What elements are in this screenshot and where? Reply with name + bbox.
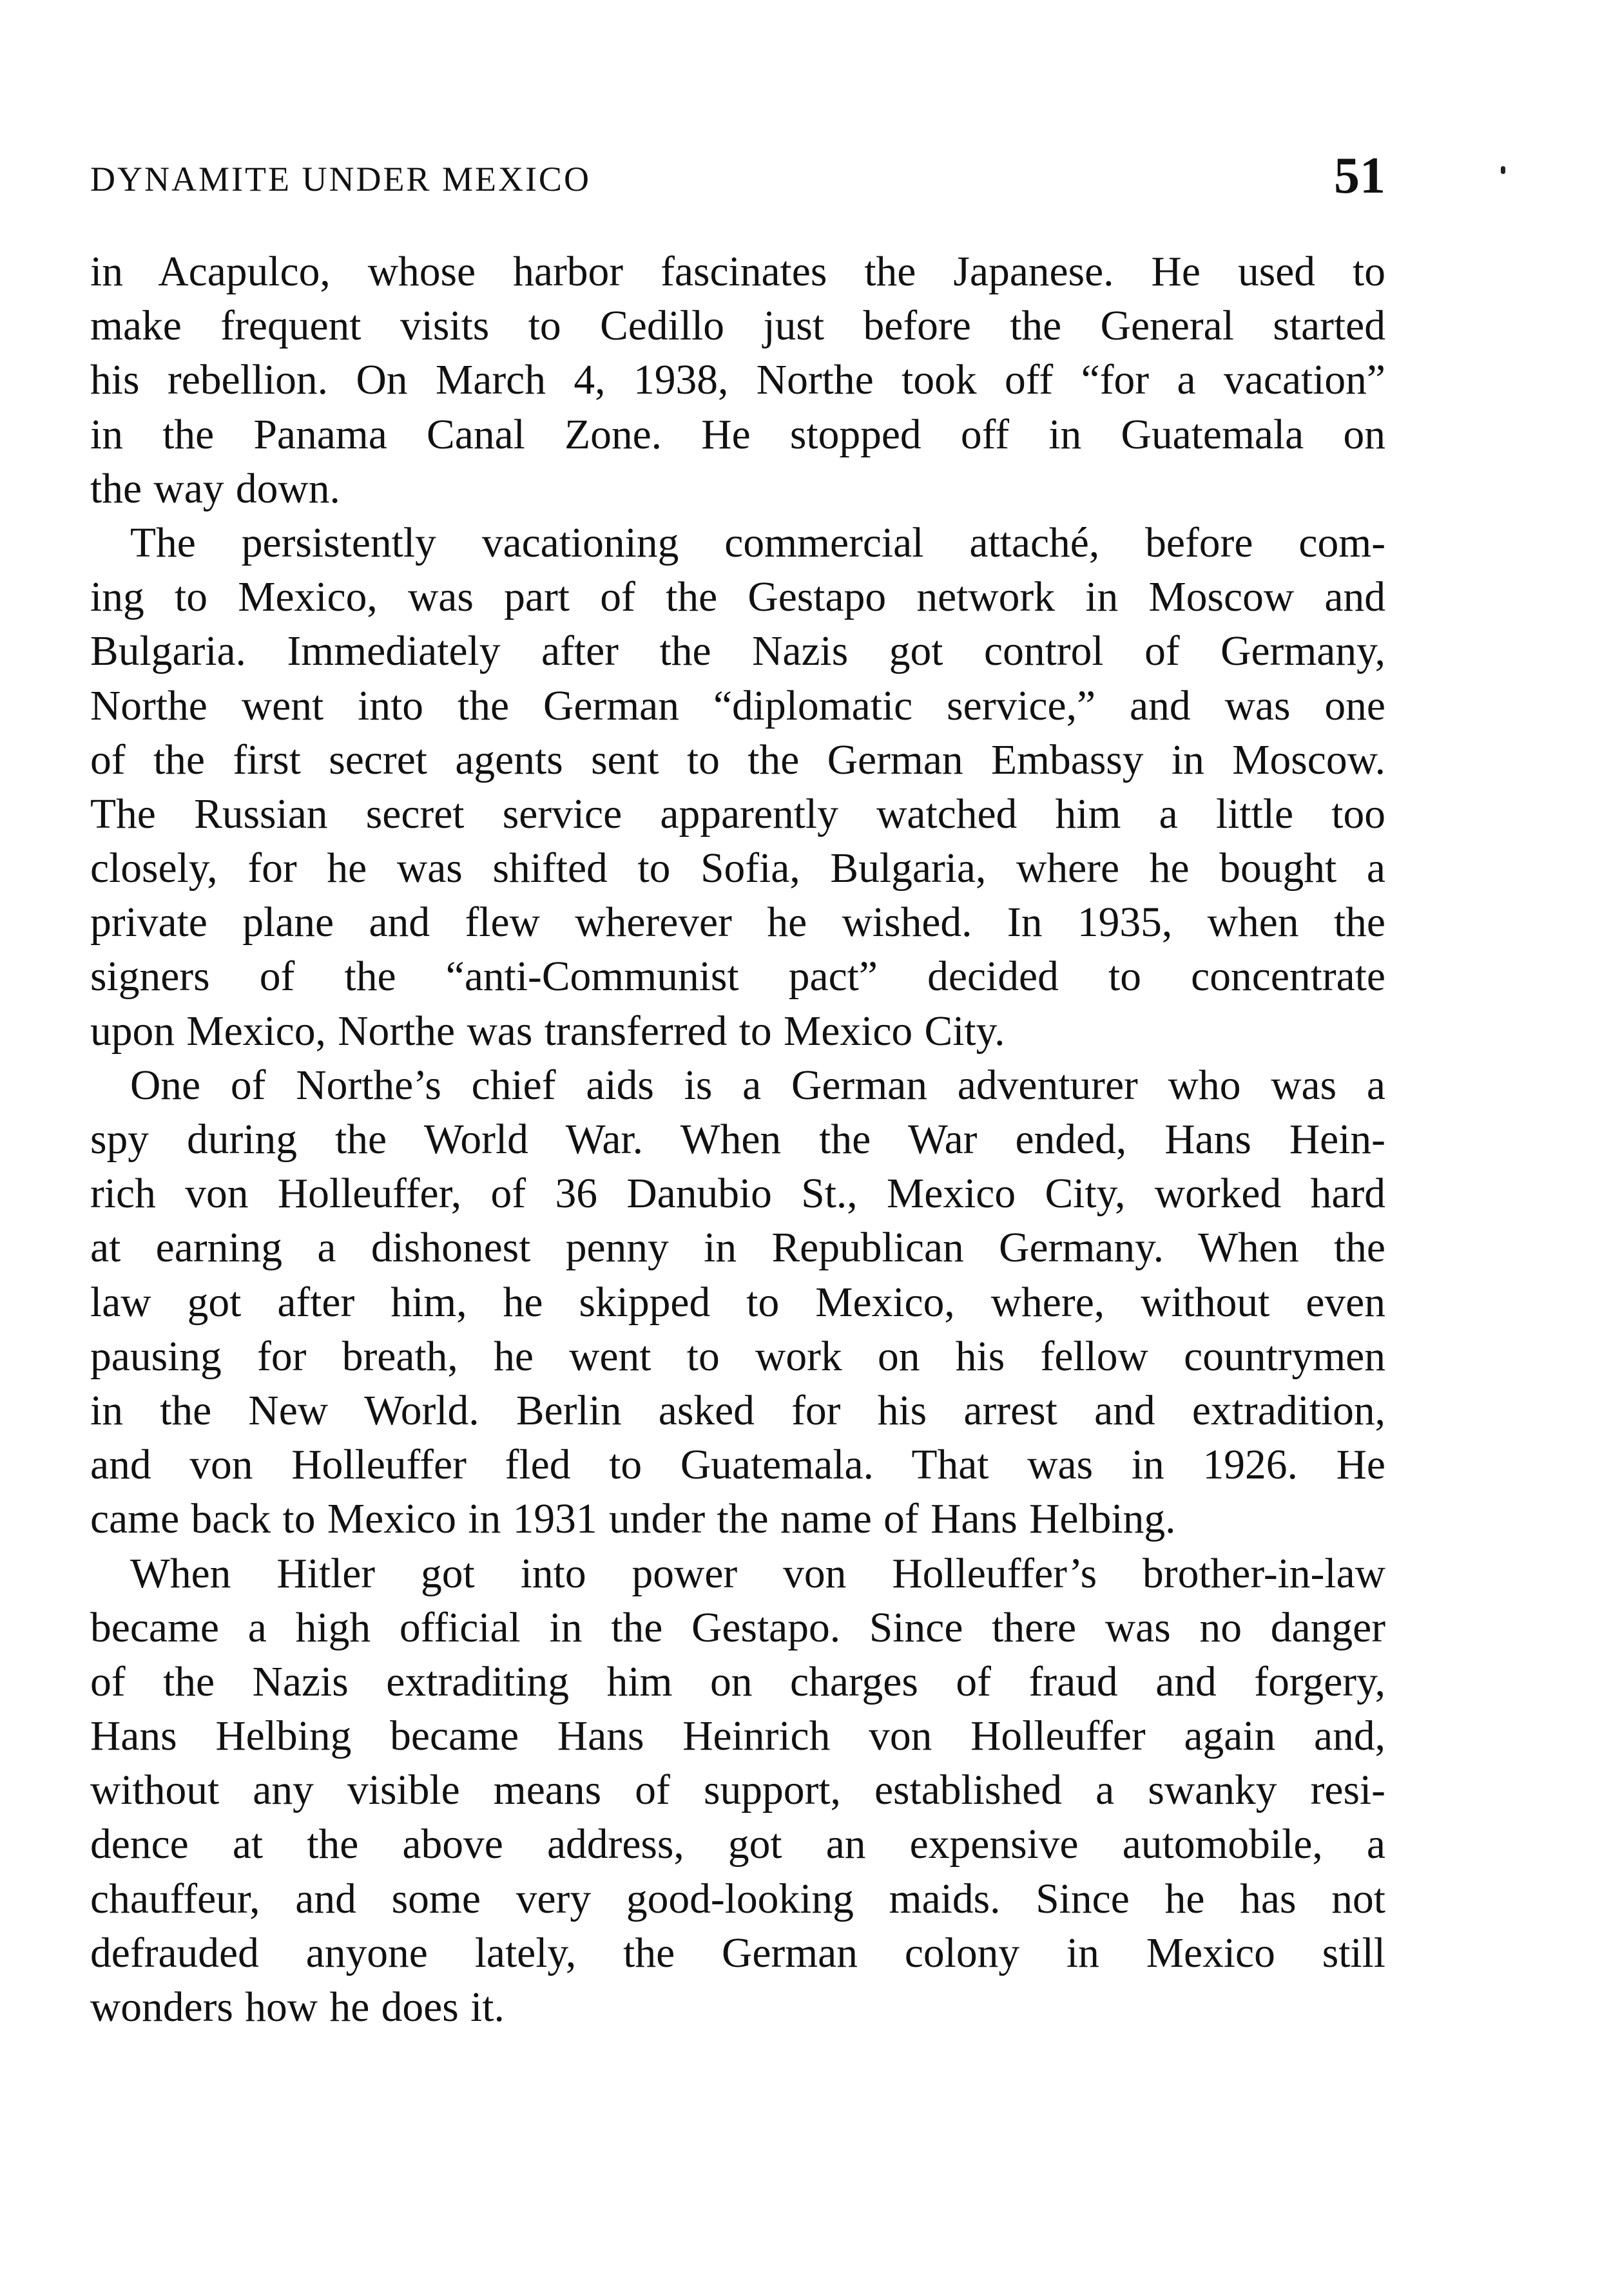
text-line: private plane and flew wherever he wished. In 1935, when the: [90, 899, 1385, 946]
text-line: dence at the above address, got an expensive automobile, a: [90, 1821, 1385, 1868]
text-line: ing to Mexico, was part of the Gestapo network in Moscow and: [90, 574, 1385, 621]
text-line: at earning a dishonest penny in Republican Germany. When the: [90, 1225, 1385, 1272]
text-line: closely, for he was shifted to Sofia, Bulgaria, where he bought a: [90, 845, 1385, 892]
text-line: the way down.: [90, 465, 340, 512]
text-line: make frequent visits to Cedillo just before the General started: [90, 303, 1385, 350]
text-line: Bulgaria. Immediately after the Nazis got control of Germany,: [90, 628, 1385, 675]
text-line: without any visible means of support, established a swanky resi-: [90, 1767, 1385, 1814]
body-text: [90, 245, 1385, 2034]
text-line: Hans Helbing became Hans Heinrich von Holleuffer again and,: [90, 1713, 1385, 1760]
text-line: The persistently vacationing commercial attaché, before com-: [130, 519, 1385, 566]
text-line: When Hitler got into power von Holleuffer’s brother-in-law: [130, 1550, 1385, 1597]
text-line: One of Northe’s chief aids is a German adventurer who was a: [130, 1062, 1385, 1109]
text-line: signers of the “anti-Communist pact” decided to concentrate: [90, 953, 1385, 1000]
text-line: his rebellion. On March 4, 1938, Northe took off “for a vacation”: [90, 357, 1385, 404]
running-head: DYNAMITE UNDER MEXICO: [90, 160, 591, 198]
text-line: and von Holleuffer fled to Guatemala. That was in 1926. He: [90, 1442, 1385, 1489]
text-line: defrauded anyone lately, the German colony in Mexico still: [90, 1929, 1385, 1976]
text-line: of the Nazis extraditing him on charges of fraud and forgery,: [90, 1658, 1385, 1705]
text-line: Northe went into the German “diplomatic service,” and was one: [90, 682, 1385, 729]
page-header: [90, 147, 1385, 211]
text-line: wonders how he does it.: [90, 1984, 505, 2031]
text-line: spy during the World War. When the War ended, Hans Hein-: [90, 1116, 1385, 1163]
text-line: The Russian secret service apparently watched him a little too: [90, 790, 1385, 837]
page-number: 51: [1334, 148, 1385, 204]
text-line: of the first secret agents sent to the German Embassy in Moscow.: [90, 736, 1385, 783]
text-line: chauffeur, and some very good-looking maids. Since he has not: [90, 1875, 1385, 1922]
text-line: in Acapulco, whose harbor fascinates the Japanese. He used to: [90, 249, 1385, 295]
text-line: rich von Holleuffer, of 36 Danubio St., Mexico City, worked hard: [90, 1171, 1385, 1218]
text-line: in the Panama Canal Zone. He stopped off in Guatemala on: [90, 411, 1385, 458]
text-line: law got after him, he skipped to Mexico, where, without even: [90, 1279, 1385, 1326]
text-line: upon Mexico, Northe was transferred to Mexico City.: [90, 1008, 1005, 1055]
text-line: came back to Mexico in 1931 under the name of Hans Helbing.: [90, 1496, 1176, 1543]
scan-speck: [1501, 166, 1505, 174]
text-line: pausing for breath, he went to work on his fellow countrymen: [90, 1333, 1385, 1380]
text-line: became a high official in the Gestapo. Since there was no danger: [90, 1604, 1385, 1651]
text-line: in the New World. Berlin asked for his arrest and extradition,: [90, 1387, 1385, 1434]
